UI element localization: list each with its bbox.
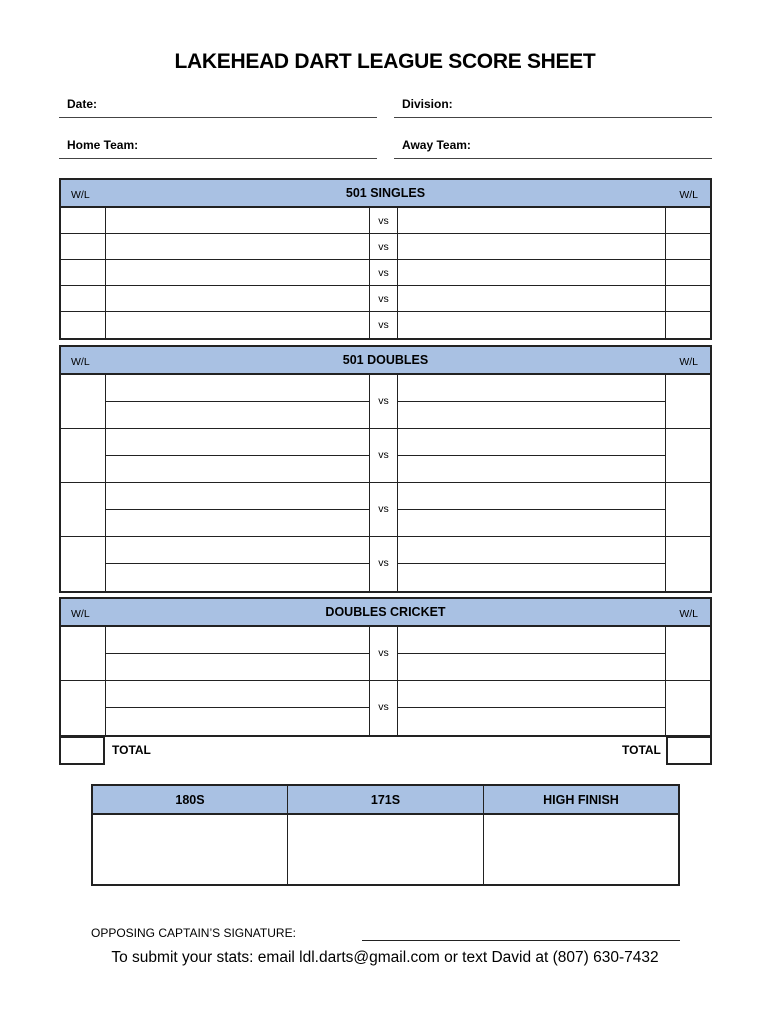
cricket-section (59, 597, 712, 737)
vs-cell (369, 681, 398, 735)
home-team-field[interactable] (59, 135, 377, 159)
vs-cell (369, 627, 398, 680)
away-total-label: TOTAL (622, 743, 661, 757)
away-wl-cell[interactable] (666, 260, 710, 285)
col-180s-body[interactable] (93, 815, 287, 884)
player-divider (106, 707, 369, 708)
player-divider (106, 563, 369, 564)
col-171s-label: 171S (370, 793, 401, 807)
singles-row (61, 234, 710, 260)
home-wl-cell[interactable] (61, 537, 106, 591)
col-171s-body[interactable] (288, 815, 483, 884)
away-team-input[interactable] (484, 137, 712, 155)
cricket-wl-left-label: W/L (71, 608, 90, 620)
doubles-wl-left-label: W/L (71, 356, 90, 368)
vs-label: vs (378, 557, 389, 569)
singles-title: 501 SINGLES (345, 186, 426, 200)
player-divider (106, 401, 369, 402)
home-team-input[interactable] (149, 137, 377, 155)
home-player-cell[interactable] (106, 260, 369, 285)
vs-label: vs (378, 215, 389, 227)
division-field[interactable] (394, 94, 712, 118)
away-team-label: Away Team: (402, 138, 471, 152)
home-wl-cell[interactable] (61, 260, 106, 285)
stats-col-180s (93, 786, 288, 884)
away-wl-cell[interactable] (666, 681, 710, 735)
home-players-cell[interactable] (106, 483, 369, 536)
stats-col-high-finish (484, 786, 678, 884)
doubles-row (61, 537, 710, 591)
date-input[interactable] (149, 96, 377, 114)
vs-label: vs (378, 241, 389, 253)
home-wl-cell[interactable] (61, 681, 106, 735)
vs-label: vs (378, 293, 389, 305)
page-title: LAKEHEAD DART LEAGUE SCORE SHEET (174, 50, 596, 73)
player-divider (106, 653, 369, 654)
away-wl-cell[interactable] (666, 429, 710, 482)
home-team-label: Home Team: (67, 138, 139, 152)
singles-row (61, 260, 710, 286)
player-divider (398, 653, 665, 654)
doubles-header (61, 347, 710, 375)
home-wl-cell[interactable] (61, 312, 106, 338)
vs-cell (369, 537, 398, 591)
away-wl-cell[interactable] (666, 537, 710, 591)
vs-cell (369, 286, 398, 311)
home-players-cell[interactable] (106, 537, 369, 591)
cricket-title: DOUBLES CRICKET (325, 605, 446, 619)
doubles-title: 501 DOUBLES (342, 353, 429, 367)
home-player-cell[interactable] (106, 286, 369, 311)
player-divider (106, 455, 369, 456)
division-input[interactable] (484, 96, 712, 114)
away-players-cell[interactable] (398, 483, 666, 536)
away-player-cell[interactable] (398, 234, 666, 259)
away-wl-cell[interactable] (666, 208, 710, 233)
vs-label: vs (378, 267, 389, 279)
player-divider (398, 707, 665, 708)
home-player-cell[interactable] (106, 208, 369, 233)
signature-label: OPPOSING CAPTAIN’S SIGNATURE: (91, 926, 296, 940)
vs-label: vs (378, 647, 389, 659)
away-wl-cell[interactable] (666, 483, 710, 536)
home-wl-cell[interactable] (61, 429, 106, 482)
home-wl-cell[interactable] (61, 286, 106, 311)
vs-label: vs (378, 395, 389, 407)
player-divider (106, 509, 369, 510)
player-divider (398, 455, 665, 456)
doubles-row (61, 483, 710, 537)
doubles-row (61, 375, 710, 429)
vs-cell (369, 312, 398, 338)
cricket-wl-right-label: W/L (679, 608, 698, 620)
away-players-cell[interactable] (398, 537, 666, 591)
col-high-finish-body[interactable] (484, 815, 678, 884)
player-divider (398, 563, 665, 564)
stats-table (91, 784, 680, 886)
vs-cell (369, 208, 398, 233)
singles-row (61, 312, 710, 338)
away-players-cell[interactable] (398, 681, 666, 735)
vs-label: vs (378, 449, 389, 461)
away-player-cell[interactable] (398, 208, 666, 233)
away-player-cell[interactable] (398, 312, 666, 338)
home-total-label: TOTAL (112, 743, 151, 757)
cricket-header (61, 599, 710, 627)
singles-section (59, 178, 712, 340)
away-player-cell[interactable] (398, 260, 666, 285)
player-divider (398, 509, 665, 510)
vs-label: vs (378, 503, 389, 515)
home-players-cell[interactable] (106, 681, 369, 735)
cricket-row (61, 681, 710, 735)
doubles-section (59, 345, 712, 593)
singles-row (61, 286, 710, 312)
home-total-box[interactable] (59, 736, 105, 765)
vs-cell (369, 429, 398, 482)
away-wl-cell[interactable] (666, 312, 710, 338)
signature-line[interactable] (362, 940, 680, 941)
doubles-wl-right-label: W/L (679, 356, 698, 368)
home-wl-cell[interactable] (61, 375, 106, 428)
vs-label: vs (378, 319, 389, 331)
home-wl-cell[interactable] (61, 627, 106, 680)
away-team-field[interactable] (394, 135, 712, 159)
submit-note: To submit your stats: email ldl.darts@gmail.com or text David at (807) 630-7432 (111, 949, 659, 966)
home-wl-cell[interactable] (61, 483, 106, 536)
home-players-cell[interactable] (106, 627, 369, 680)
home-player-cell[interactable] (106, 234, 369, 259)
singles-wl-left-label: W/L (71, 189, 90, 201)
col-180s-label: 180S (175, 793, 205, 807)
home-wl-cell[interactable] (61, 208, 106, 233)
vs-cell (369, 260, 398, 285)
home-players-cell[interactable] (106, 375, 369, 428)
date-field[interactable] (59, 94, 377, 118)
away-wl-cell[interactable] (666, 286, 710, 311)
date-label: Date: (67, 97, 98, 111)
vs-cell (369, 375, 398, 428)
cricket-row (61, 627, 710, 681)
singles-header (61, 180, 710, 208)
away-players-cell[interactable] (398, 375, 666, 428)
doubles-row (61, 429, 710, 483)
singles-row (61, 208, 710, 234)
away-players-cell[interactable] (398, 429, 666, 482)
singles-wl-right-label: W/L (679, 189, 698, 201)
home-players-cell[interactable] (106, 429, 369, 482)
away-player-cell[interactable] (398, 286, 666, 311)
stats-col-171s (288, 786, 484, 884)
away-wl-cell[interactable] (666, 234, 710, 259)
vs-cell (369, 234, 398, 259)
vs-cell (369, 483, 398, 536)
away-wl-cell[interactable] (666, 627, 710, 680)
away-wl-cell[interactable] (666, 375, 710, 428)
home-player-cell[interactable] (106, 312, 369, 338)
division-label: Division: (402, 97, 453, 111)
home-wl-cell[interactable] (61, 234, 106, 259)
col-high-finish-label: HIGH FINISH (543, 793, 619, 807)
vs-label: vs (378, 701, 389, 713)
away-players-cell[interactable] (398, 627, 666, 680)
player-divider (398, 401, 665, 402)
away-total-box[interactable] (666, 736, 712, 765)
